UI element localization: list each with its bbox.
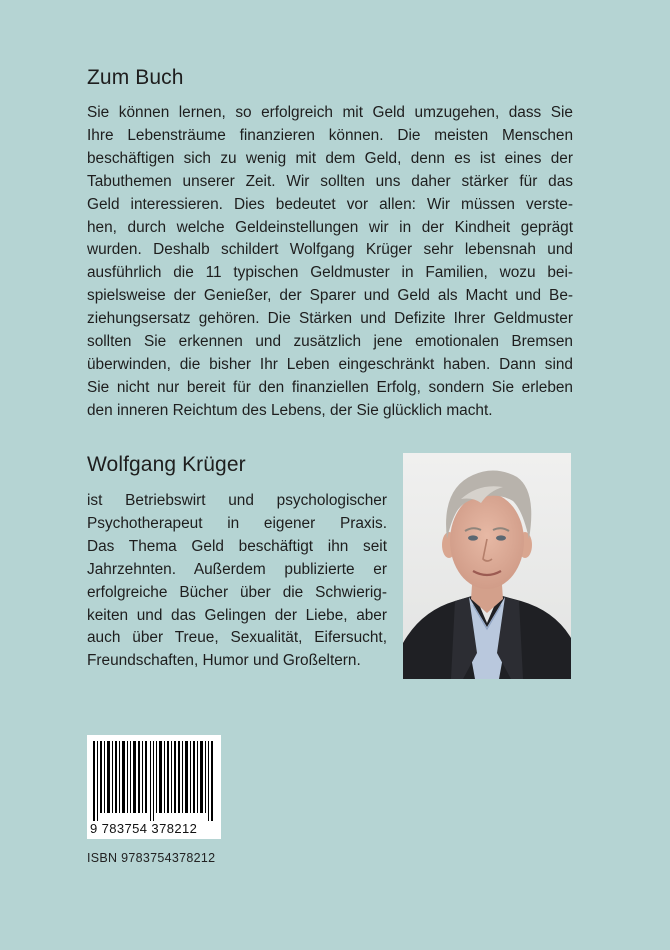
author-bio-line: auch über Treue, Sexualität, Eifersucht, <box>87 629 387 647</box>
book-description-line: Tabuthemen unserer Zeit. Wir sollten uns daher stärker für das <box>87 172 573 190</box>
author-bio-line: Freundschaften, Humor und Großeltern. <box>87 652 361 670</box>
author-bio-line: Psychotherapeut in eigener Praxis. <box>87 514 387 532</box>
book-description-line: spielsweise der Genießer, der Sparer und Geld als Macht und Be- <box>87 287 573 305</box>
book-description-line: sollten Sie erkennen und zusätzlich jene emotionalen Bremsen <box>87 333 573 351</box>
book-description-line: ziehungsersatz gehören. Die Stärken und Defizite Ihrer Geldmuster <box>87 310 573 328</box>
book-description-line: Sie können lernen, so erfolgreich mit Geld umzugehen, dass Sie <box>87 104 573 121</box>
author-portrait-photo <box>403 453 571 679</box>
author-portrait-illustration <box>403 453 571 679</box>
author-bio-line: Das Thema Geld beschäftigt ihn seit <box>87 537 387 555</box>
book-description-line: Sie nicht nur bereit für den finanziellen Erfolg, sondern Sie erleben <box>87 378 573 396</box>
book-description <box>87 102 573 423</box>
author-bio-line: keiten und das Gelingen der Liebe, aber <box>87 606 387 624</box>
barcode <box>87 735 221 839</box>
book-description-line: Geld interessieren. Dies bedeutet vor allen: Wir müssen verste- <box>87 195 573 213</box>
isbn-label: ISBN 9783754378212 <box>87 851 216 865</box>
book-section-heading: Zum Buch <box>87 66 184 89</box>
author-bio-line: Jahrzehnten. Außerdem publizierte er <box>87 560 387 578</box>
author-bio-line: ist Betriebswirt und psychologischer <box>87 492 387 509</box>
book-description-line: wurden. Deshalb schildert Wolfgang Krüger sehr lebensnah und <box>87 241 573 259</box>
author-bio-line: erfolgreiche Bücher über die Schwierig- <box>87 583 387 601</box>
author-name-heading: Wolfgang Krüger <box>87 453 246 476</box>
book-description-line: den inneren Reichtum des Lebens, der Sie glücklich macht. <box>87 401 493 419</box>
book-description-line: hen, durch welche Geldeinstellungen wir in der Kindheit geprägt <box>87 218 573 236</box>
book-description-line: ausführlich die 11 typischen Geldmuster in Familien, wozu bei- <box>87 264 573 282</box>
author-bio <box>87 490 387 673</box>
book-description-line: Ihre Lebensträume finanzieren können. Die meisten Menschen <box>87 126 573 144</box>
barcode-bars <box>87 735 221 821</box>
barcode-digits: 9 783754 378212 <box>90 821 198 836</box>
book-description-line: überwinden, die bisher Ihr Leben eingeschränkt haben. Dann sind <box>87 355 573 373</box>
book-description-line: beschäftigen sich zu wenig mit dem Geld, denn es ist eines der <box>87 149 573 167</box>
